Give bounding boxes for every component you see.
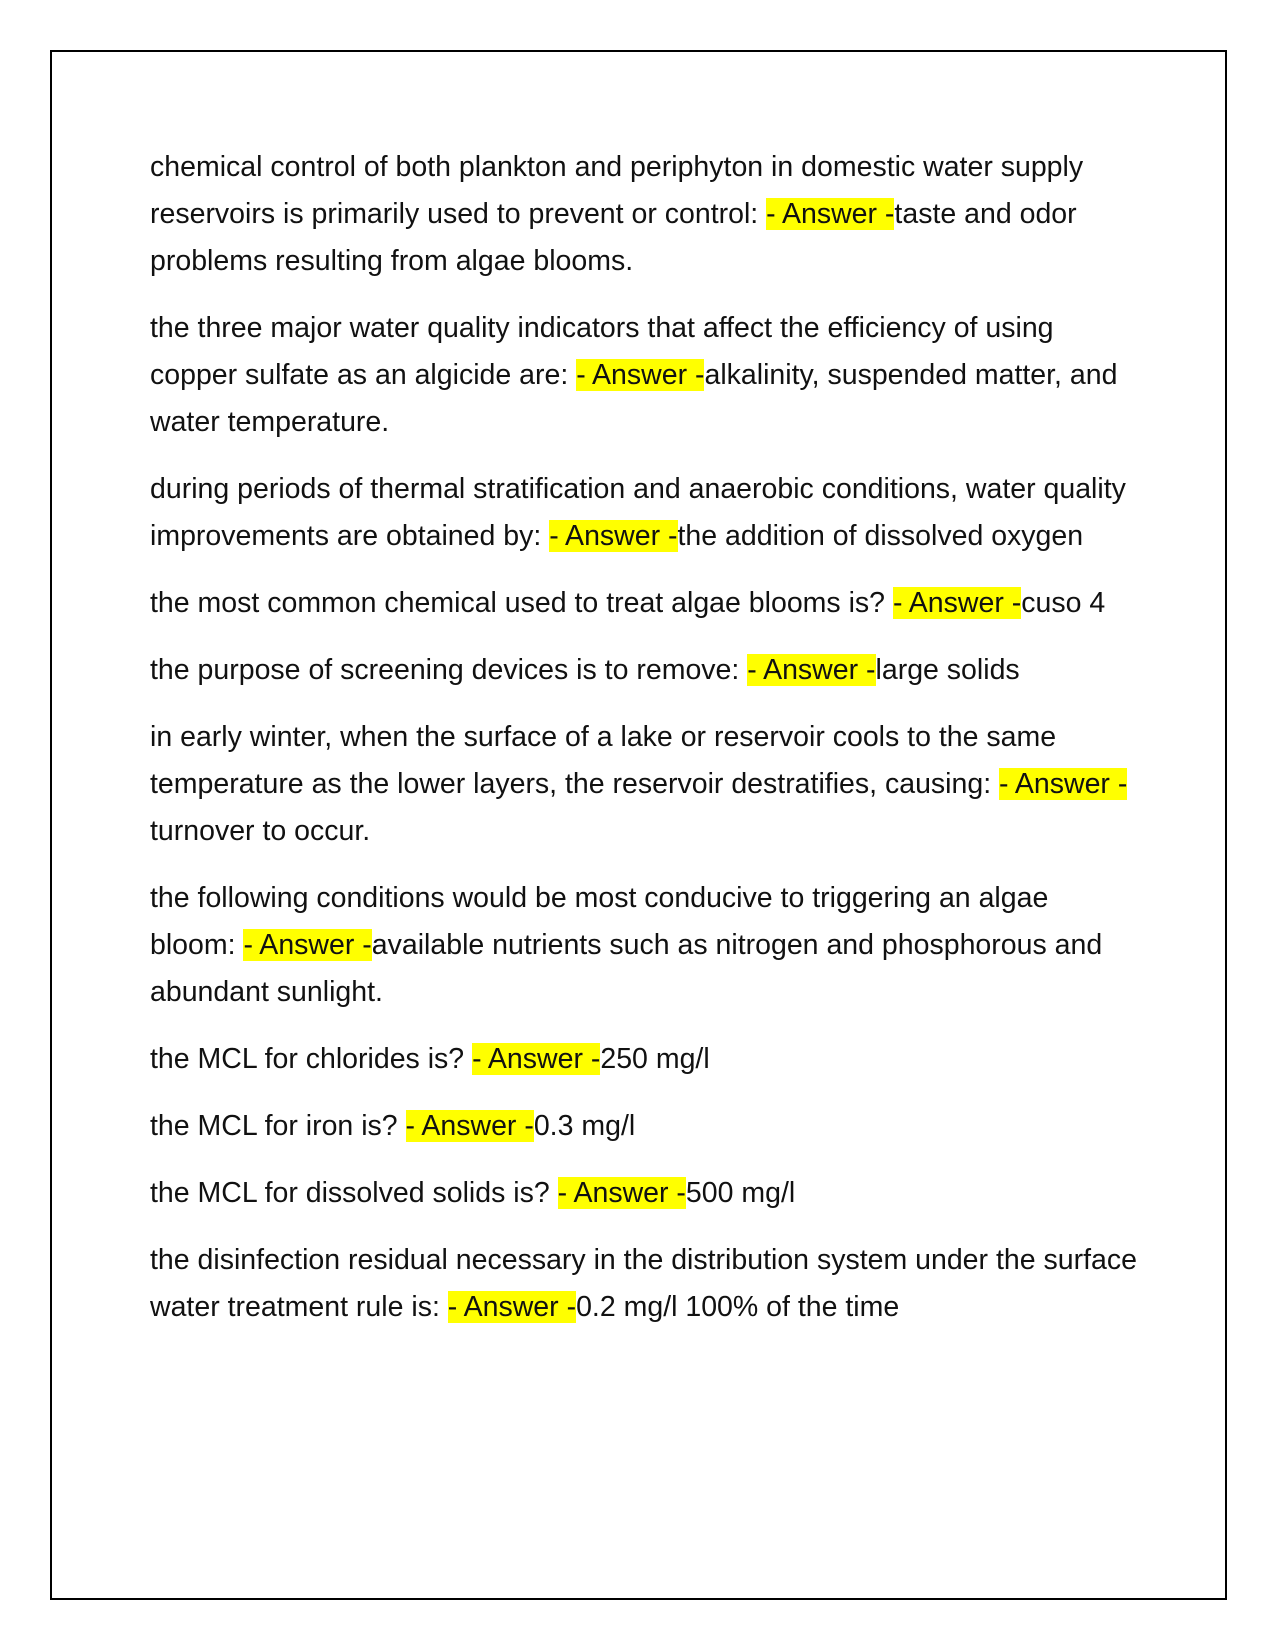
- answer-marker: - Answer -: [472, 1043, 601, 1075]
- answer-text: the addition of dissolved oxygen: [677, 520, 1084, 552]
- qa-item: [150, 875, 1140, 1016]
- question-text: the MCL for dissolved solids is?: [150, 1177, 558, 1209]
- question-text: in early winter, when the surface of a lake or reservoir cools to the same temperature as the lower layers, the reservoir destratifies, causing:: [150, 721, 1057, 800]
- question-text: the following conditions would be most conducive to triggering an algae bloom:: [150, 882, 1049, 961]
- qa-item: [150, 466, 1140, 560]
- qa-item: [150, 1036, 1140, 1083]
- question-text: the MCL for iron is?: [150, 1110, 406, 1142]
- answer-marker: - Answer -: [576, 359, 705, 391]
- answer-marker: - Answer -: [747, 654, 876, 686]
- answer-text: taste and odor problems resulting from algae blooms.: [150, 198, 1077, 277]
- qa-item: [150, 714, 1140, 855]
- answer-marker: - Answer -: [557, 1177, 686, 1209]
- question-text: chemical control of both plankton and periphyton in domestic water supply reservoirs is primarily used to prevent or control:: [150, 151, 1084, 230]
- answer-text: available nutrients such as nitrogen and phosphorous and abundant sunlight.: [150, 929, 1103, 1008]
- answer-marker: - Answer -: [447, 1291, 577, 1323]
- question-text: the purpose of screening devices is to remove:: [150, 654, 748, 686]
- answer-text: cuso 4: [1021, 587, 1106, 619]
- document-body: [150, 144, 1140, 1351]
- qa-item: [150, 305, 1140, 446]
- question-text: the three major water quality indicators that affect the efficiency of using copper sulfate as an algicide are:: [150, 312, 1054, 391]
- question-text: the disinfection residual necessary in the distribution system under the surface water treatment rule is:: [150, 1244, 1137, 1323]
- answer-text: 0.3 mg/l: [533, 1110, 636, 1142]
- question-text: the MCL for chlorides is?: [150, 1043, 473, 1075]
- answer-text: turnover to occur.: [150, 815, 371, 847]
- answer-marker: - Answer -: [405, 1110, 534, 1142]
- answer-marker: - Answer -: [999, 768, 1128, 800]
- answer-text: 0.2 mg/l 100% of the time: [576, 1291, 900, 1323]
- qa-item: [150, 580, 1140, 627]
- question-text: the most common chemical used to treat algae blooms is?: [150, 587, 893, 619]
- answer-text: 250 mg/l: [600, 1043, 710, 1075]
- answer-marker: - Answer -: [892, 587, 1022, 619]
- answer-marker: - Answer -: [766, 198, 895, 230]
- answer-marker: - Answer -: [243, 929, 372, 961]
- answer-text: 500 mg/l: [685, 1177, 796, 1209]
- answer-text: large solids: [875, 654, 1020, 686]
- question-text: during periods of thermal stratification and anaerobic conditions, water quality improvements are obtained by:: [150, 473, 1126, 552]
- answer-marker: - Answer -: [549, 520, 678, 552]
- qa-item: [150, 1170, 1140, 1217]
- qa-item: [150, 1103, 1140, 1150]
- qa-item: [150, 647, 1140, 694]
- answer-text: alkalinity, suspended matter, and water temperature.: [150, 359, 1118, 438]
- qa-item: [150, 144, 1140, 285]
- qa-item: [150, 1237, 1140, 1331]
